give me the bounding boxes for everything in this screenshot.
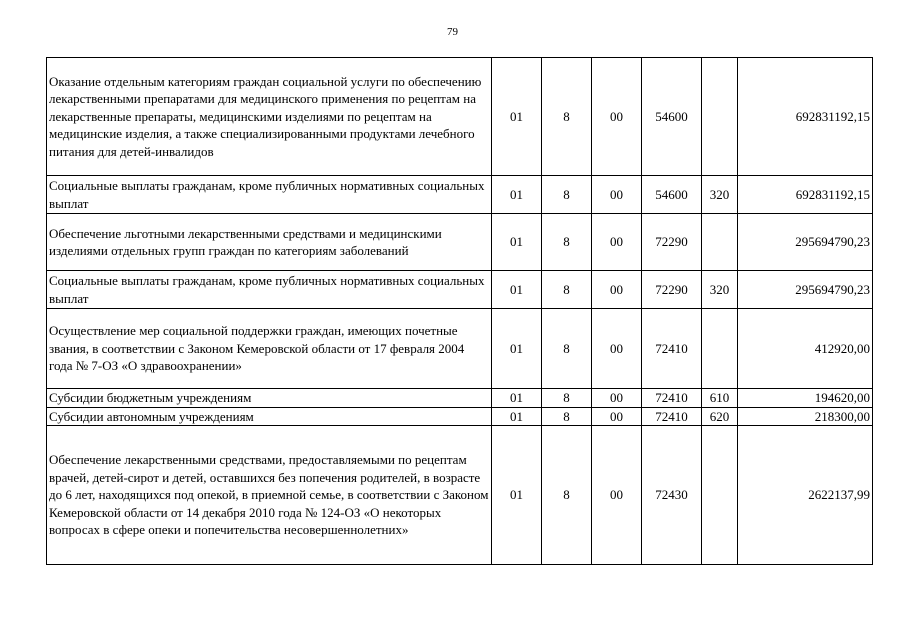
section-code: 01	[492, 176, 542, 214]
expense-type-code: 320	[702, 176, 738, 214]
table-row	[47, 426, 873, 565]
subprogram-code: 8	[542, 407, 592, 426]
amount: 194620,00	[738, 389, 873, 408]
group-code: 00	[592, 426, 642, 565]
amount: 2622137,99	[738, 426, 873, 565]
table-row	[47, 176, 873, 214]
row-description: Обеспечение льготными лекарственными средствами и медицинскими изделиями отдельных групп граждан по категориям заболеваний	[47, 214, 492, 271]
group-code: 00	[592, 58, 642, 176]
direction-code: 54600	[642, 176, 702, 214]
table-row	[47, 389, 873, 408]
amount: 412920,00	[738, 309, 873, 389]
expense-type-code	[702, 58, 738, 176]
section-code: 01	[492, 309, 542, 389]
section-code: 01	[492, 271, 542, 309]
direction-code: 54600	[642, 58, 702, 176]
direction-code: 72410	[642, 309, 702, 389]
expense-type-code	[702, 426, 738, 565]
row-description: Субсидии автономным учреждениям	[47, 407, 492, 426]
row-description: Оказание отдельным категориям граждан социальной услуги по обеспечению лекарственными препаратами для медицинского применения по рецептам на лекарственные препараты, медицинскими изделиями по рецептам на медицинские изделия, а также специализированными продуктами лечебного питания для детей-инвалидов	[47, 58, 492, 176]
table-row	[47, 309, 873, 389]
section-code: 01	[492, 389, 542, 408]
expense-type-code	[702, 309, 738, 389]
expense-type-code: 620	[702, 407, 738, 426]
subprogram-code: 8	[542, 309, 592, 389]
expense-type-code: 610	[702, 389, 738, 408]
amount: 295694790,23	[738, 271, 873, 309]
expense-type-code: 320	[702, 271, 738, 309]
direction-code: 72410	[642, 389, 702, 408]
section-code: 01	[492, 214, 542, 271]
group-code: 00	[592, 176, 642, 214]
subprogram-code: 8	[542, 176, 592, 214]
row-description: Социальные выплаты гражданам, кроме публичных нормативных социальных выплат	[47, 176, 492, 214]
direction-code: 72290	[642, 271, 702, 309]
subprogram-code: 8	[542, 58, 592, 176]
group-code: 00	[592, 271, 642, 309]
direction-code: 72410	[642, 407, 702, 426]
expense-type-code	[702, 214, 738, 271]
subprogram-code: 8	[542, 271, 592, 309]
section-code: 01	[492, 58, 542, 176]
budget-table	[46, 57, 873, 565]
group-code: 00	[592, 214, 642, 271]
amount: 692831192,15	[738, 176, 873, 214]
group-code: 00	[592, 407, 642, 426]
section-code: 01	[492, 407, 542, 426]
row-description: Осуществление мер социальной поддержки граждан, имеющих почетные звания, в соответствии с Законом Кемеровской области от 17 февраля 2004 года № 7-ОЗ «О здравоохранении»	[47, 309, 492, 389]
direction-code: 72290	[642, 214, 702, 271]
subprogram-code: 8	[542, 426, 592, 565]
row-description: Социальные выплаты гражданам, кроме публичных нормативных социальных выплат	[47, 271, 492, 309]
group-code: 00	[592, 389, 642, 408]
page-number: 79	[447, 26, 458, 38]
row-description: Обеспечение лекарственными средствами, предоставляемыми по рецептам врачей, детей-сирот и детей, оставшихся без попечения родителей, в возрасте до 6 лет, находящихся под опекой, в приемной семье, в соответствии с Законом Кемеровской области от 14 декабря 2010 года № 124-ОЗ «О некоторых вопросах в сфере опеки и попечительства несовершеннолетних»	[47, 426, 492, 565]
table-row	[47, 407, 873, 426]
direction-code: 72430	[642, 426, 702, 565]
table-row	[47, 214, 873, 271]
subprogram-code: 8	[542, 214, 592, 271]
section-code: 01	[492, 426, 542, 565]
table-row	[47, 58, 873, 176]
subprogram-code: 8	[542, 389, 592, 408]
row-description: Субсидии бюджетным учреждениям	[47, 389, 492, 408]
amount: 218300,00	[738, 407, 873, 426]
amount: 692831192,15	[738, 58, 873, 176]
group-code: 00	[592, 309, 642, 389]
amount: 295694790,23	[738, 214, 873, 271]
table-row	[47, 271, 873, 309]
